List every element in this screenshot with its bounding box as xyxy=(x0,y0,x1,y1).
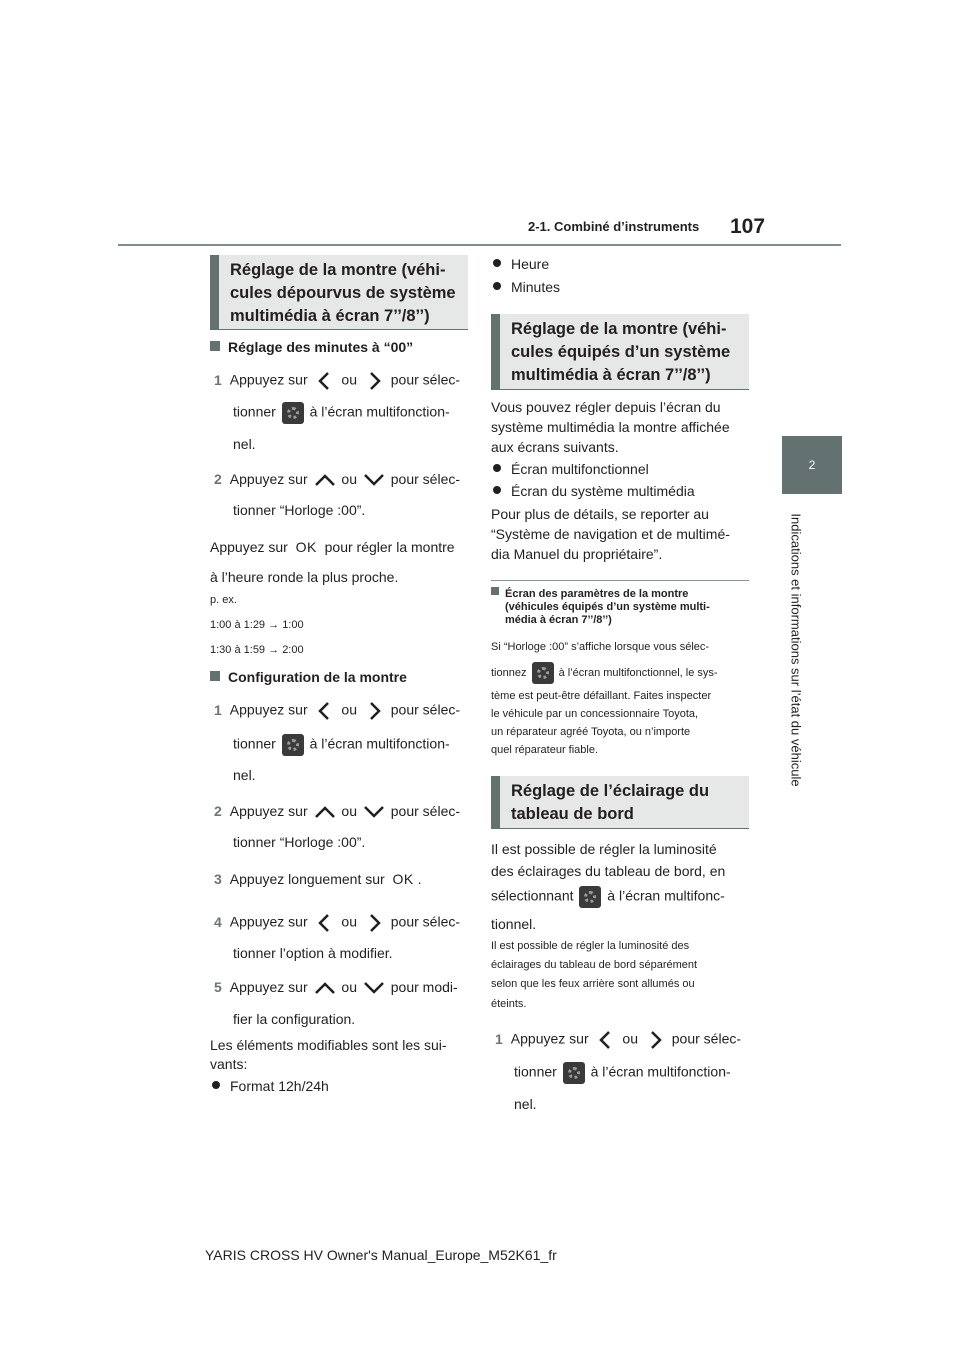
text: 1:00 à 1:29 xyxy=(210,619,266,631)
text: Écran des paramètres de la montre xyxy=(505,588,689,600)
box-line: Réglage de l’éclairage du xyxy=(511,782,710,800)
chevron-left-icon xyxy=(593,1029,619,1051)
note-text: éclairages du tableau de bord séparément xyxy=(491,959,698,971)
step-text: tionner l’option à modifier. xyxy=(233,945,393,961)
chevron-right-icon xyxy=(361,370,387,392)
step-text: pour sélec- xyxy=(390,803,461,819)
chapter-title-text: Indications et informations sur l’état du véhicule xyxy=(788,513,804,787)
footer-manual-title: YARIS CROSS HV Owner's Manual_Europe_M52K61_fr xyxy=(205,1247,557,1263)
settings-gear-icon xyxy=(563,1062,585,1084)
square-bullet-icon xyxy=(210,341,220,351)
step-text: Appuyez sur xyxy=(229,803,308,819)
arrow-icon: → xyxy=(268,619,280,631)
list-item: Écran du système multimédia xyxy=(493,482,695,500)
example-label: p. ex. xyxy=(210,594,237,606)
step-text: pour sélec- xyxy=(390,471,461,487)
step-text: Appuyez longuement sur xyxy=(229,871,385,887)
step-number: 2 xyxy=(214,803,222,819)
or-text: ou xyxy=(622,1030,638,1047)
list-item: Écran multifonctionnel xyxy=(493,460,649,478)
text: Appuyez sur xyxy=(210,539,288,555)
ok-button-icon: OK xyxy=(295,539,317,555)
ok-button-icon: OK xyxy=(392,871,414,887)
note-text: éteints. xyxy=(491,998,527,1010)
text: à l’écran multifonctionnel, le sys- xyxy=(558,666,718,679)
step-number: 5 xyxy=(214,979,222,995)
paragraph-line xyxy=(491,886,725,908)
step-text: pour sélec- xyxy=(390,371,461,388)
arrow-icon: → xyxy=(268,644,280,656)
square-bullet-icon xyxy=(210,671,220,681)
step-text: Appuyez sur xyxy=(229,979,308,995)
step-text: Appuyez sur xyxy=(229,471,308,487)
paragraph-ok xyxy=(210,538,455,556)
text: média à écran 7’’/8’’) xyxy=(505,614,612,626)
paragraph-text: des éclairages du tableau de bord, en xyxy=(491,863,726,879)
step-text: tionner “Horloge :00”. xyxy=(233,834,366,850)
text: à l’écran multifonc- xyxy=(607,887,725,904)
text: tionnez xyxy=(491,666,527,679)
step-number: 1 xyxy=(495,1030,503,1047)
step-text: nel. xyxy=(233,767,256,783)
step-text: à l’écran multifonction- xyxy=(590,1063,731,1080)
or-text: ou xyxy=(341,979,357,995)
square-bullet-icon xyxy=(491,587,499,595)
config-step-5 xyxy=(214,978,458,996)
paragraph-text: tionnel. xyxy=(491,916,537,932)
step-text: Appuyez sur xyxy=(229,701,308,718)
note-line xyxy=(491,662,718,684)
paragraph-text: Vous pouvez régler depuis l’écran du xyxy=(491,399,721,415)
or-text: ou xyxy=(341,371,357,388)
or-text: ou xyxy=(341,803,357,819)
step-number: 2 xyxy=(214,471,222,487)
subheading-minutes xyxy=(210,338,413,356)
step-text: pour sélec- xyxy=(390,701,461,718)
box-line: Réglage de la montre (véhi- xyxy=(511,320,727,338)
step-text: à l’écran multifonction- xyxy=(309,403,450,420)
note-text: Si “Horloge :00” s’affiche lorsque vous sélec- xyxy=(491,641,710,653)
paragraph-text: Pour plus de détails, se reporter au xyxy=(491,506,709,522)
section-box-dashboard-lighting xyxy=(491,776,749,829)
chapter-tab xyxy=(782,436,842,494)
chevron-right-icon xyxy=(361,700,387,722)
step-text: fier la configuration. xyxy=(233,1011,356,1027)
step-number: 3 xyxy=(214,871,222,887)
subheading-text: Réglage des minutes à “00” xyxy=(228,339,414,355)
step-text: tionner xyxy=(233,403,276,420)
config-step-2 xyxy=(214,802,460,820)
chevron-down-icon xyxy=(361,980,387,996)
divider xyxy=(491,580,749,581)
note-text: Il est possible de régler la luminosité des xyxy=(491,940,690,952)
paragraph-text: Il est possible de régler la luminosité xyxy=(491,841,717,857)
note-text: quel réparateur fiable. xyxy=(491,744,599,756)
text: sélectionnant xyxy=(491,887,574,904)
chevron-down-icon xyxy=(361,804,387,820)
step-text: nel. xyxy=(514,1096,537,1112)
step-text: pour sélec- xyxy=(390,913,461,930)
step-number: 1 xyxy=(214,701,222,718)
chevron-up-icon xyxy=(312,804,338,820)
subheading-text: Configuration de la montre xyxy=(228,669,407,685)
subheading-params xyxy=(491,587,710,627)
config-step-1-cont xyxy=(233,734,450,756)
list-item: Minutes xyxy=(493,278,560,296)
text: pour régler la montre xyxy=(324,539,455,555)
step-1-cont xyxy=(233,402,450,424)
step-text: Appuyez sur xyxy=(229,371,308,388)
paragraph-text: Les éléments modifiables sont les sui- xyxy=(210,1037,447,1053)
box-line: tableau de bord xyxy=(511,805,634,823)
step-number: 4 xyxy=(214,913,222,930)
chapter-number: 2 xyxy=(808,458,816,472)
box-line: cules équipés d’un système xyxy=(511,343,731,361)
chevron-left-icon xyxy=(312,700,338,722)
text: 1:30 à 1:59 xyxy=(210,644,266,656)
page-number: 107 xyxy=(730,215,766,238)
section-box-clock-no-multimedia xyxy=(210,255,468,330)
config-step-3 xyxy=(214,870,421,888)
settings-gear-icon xyxy=(282,734,304,756)
config-step-1 xyxy=(214,700,460,722)
settings-gear-icon xyxy=(282,402,304,424)
list-item: Format 12h/24h xyxy=(212,1077,329,1095)
step-text: pour sélec- xyxy=(671,1030,742,1047)
chevron-left-icon xyxy=(312,912,338,934)
step-1 xyxy=(214,370,460,392)
step-text: . xyxy=(417,871,422,887)
paragraph-text: “Système de navigation et de multimé- xyxy=(491,526,730,542)
paragraph-text: à l’heure ronde la plus proche. xyxy=(210,569,399,585)
paragraph-text: aux écrans suivants. xyxy=(491,439,619,455)
step-text: tionner xyxy=(233,735,276,752)
box-line: Réglage de la montre (véhi- xyxy=(230,261,446,279)
lighting-step-1 xyxy=(495,1029,741,1051)
settings-gear-icon xyxy=(579,886,601,908)
step-text: nel. xyxy=(233,436,256,452)
or-text: ou xyxy=(341,913,357,930)
text: (véhicules équipés d’un système multi- xyxy=(505,601,710,613)
box-line: multimédia à écran 7’’/8’’) xyxy=(511,366,711,384)
step-number: 1 xyxy=(214,371,222,388)
box-line: multimédia à écran 7’’/8’’) xyxy=(230,307,430,325)
example-2 xyxy=(210,644,304,656)
chapter-side-title xyxy=(784,500,808,800)
paragraph-text: système multimédia la montre affichée xyxy=(491,419,730,435)
section-box-clock-multimedia xyxy=(491,314,749,390)
step-2 xyxy=(214,470,460,488)
step-text: Appuyez sur xyxy=(510,1030,589,1047)
or-text: ou xyxy=(341,471,357,487)
chevron-up-icon xyxy=(312,980,338,996)
note-text: selon que les feux arrière sont allumés ou xyxy=(491,978,695,990)
step-text: tionner xyxy=(514,1063,557,1080)
note-text: le véhicule par un concessionnaire Toyota, xyxy=(491,708,699,720)
or-text: ou xyxy=(341,701,357,718)
box-line: cules dépourvus de système xyxy=(230,284,456,302)
step-text: Appuyez sur xyxy=(229,913,308,930)
header-rule xyxy=(118,244,841,246)
example-1 xyxy=(210,619,304,631)
paragraph-text: dia Manuel du propriétaire”. xyxy=(491,546,663,562)
chevron-right-icon xyxy=(642,1029,668,1051)
list-item: Heure xyxy=(493,255,549,273)
text: 1:00 xyxy=(282,619,304,631)
lighting-step-1-cont xyxy=(514,1062,731,1084)
paragraph-text: vants: xyxy=(210,1056,248,1072)
chevron-left-icon xyxy=(312,370,338,392)
step-text: à l’écran multifonction- xyxy=(309,735,450,752)
chevron-down-icon xyxy=(361,472,387,488)
section-title: 2-1. Combiné d’instruments xyxy=(528,219,700,234)
step-text: pour modi- xyxy=(390,979,458,995)
text: 2:00 xyxy=(282,644,304,656)
chevron-right-icon xyxy=(361,912,387,934)
config-step-4 xyxy=(214,912,460,934)
step-text: tionner “Horloge :00”. xyxy=(233,502,366,518)
settings-gear-icon xyxy=(532,662,554,684)
chevron-up-icon xyxy=(312,472,338,488)
subheading-config xyxy=(210,668,407,686)
note-text: un réparateur agréé Toyota, ou n’importe xyxy=(491,726,691,738)
note-text: tème est peut-être défaillant. Faites inspecter xyxy=(491,690,712,702)
